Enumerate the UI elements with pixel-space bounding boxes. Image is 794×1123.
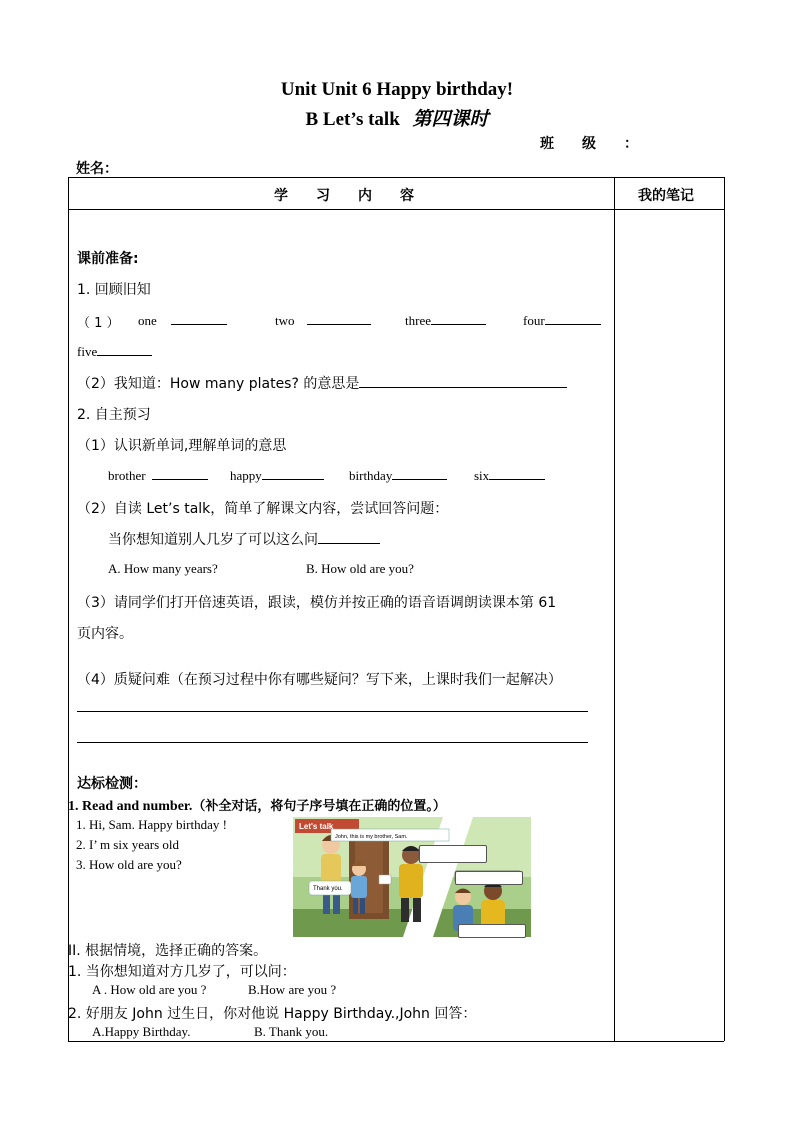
part1-cn: （补全对话，将句子序号填在正确的位置。） [192,799,446,814]
review-heading: 1. 回顾旧知 [77,282,151,298]
answer-blank[interactable] [392,467,447,480]
part2-heading: II. 根据情境，选择正确的答案。 [68,943,268,959]
answer-blank[interactable] [171,312,227,325]
scene-bubble-left: Thank you. [313,886,343,892]
answer-blank[interactable] [431,312,486,325]
write-line[interactable] [77,742,588,743]
answer-box-1[interactable] [419,845,487,863]
doc-title: Unit Unit 6 Happy birthday! [280,79,514,100]
question-1: 1. 当你想知道对方几岁了，可以问： [68,964,296,980]
part1-item-2: 2. I’ m six years old [76,837,180,852]
part1-item-1: 1. Hi, Sam. Happy birthday ! [76,817,227,832]
preview-q1: （1）认识新单词,理解单词的意思 [77,438,287,454]
word-four: four [523,312,601,329]
preview-q3-line1: （3）请同学们打开倍速英语，跟读，模仿并按正确的语音语调朗读课本第 61 [77,595,557,611]
name-label: 姓名： [76,161,118,177]
part1-en: 1. Read and number. [68,799,193,814]
answer-blank[interactable] [545,312,601,325]
doc-subtitle [0,104,794,131]
question-2: 2. 好朋友 John 过生日，你对他说 Happy Birthday.,John 回答： [68,1006,477,1022]
preview-q2-option-b[interactable]: B. How old are you? [306,561,414,576]
answer-blank[interactable] [489,467,545,480]
class-label: 班 级 ： [540,136,638,152]
answer-blank[interactable] [262,467,324,480]
answer-blank[interactable] [318,531,380,544]
part1-item-3: 3. How old are you? [76,857,182,872]
question-1-option-a[interactable]: A . How old are you ? [92,982,207,997]
word-birthday: birthday [349,467,447,484]
scene-bubble-top: John, this is my brother, Sam. [335,834,408,840]
preview-q2-sub: 当你想知道别人几岁了可以这么问 [108,529,380,549]
review-words-row [77,312,120,331]
answer-blank[interactable] [307,312,371,325]
scene-title: Let's talk [299,822,334,831]
word-six: six [474,467,545,484]
word-two: two [275,312,371,329]
review-q2: （2）我知道：How many plates? 的意思是 [77,373,567,393]
word-brother: brother [108,467,208,484]
word-one: one [138,312,227,329]
answer-box-2[interactable] [455,871,523,885]
word-happy: happy [230,467,324,484]
answer-box-3[interactable] [458,924,526,938]
part1-heading [68,795,446,815]
question-2-option-a[interactable]: A.Happy Birthday. [92,1024,191,1039]
col-header-content: 学 习 内 容 [274,188,414,204]
preview-q3-line2: 页内容。 [77,626,133,642]
col-header-notes: 我的笔记 [638,188,694,204]
test-heading: 达标检测： [77,776,147,792]
preview-q4: （4）质疑问难（在预习过程中你有哪些疑问？写下来，上课时我们一起解决） [77,672,562,688]
word-five: five [77,343,152,360]
answer-blank[interactable] [359,375,567,388]
word-three: three [405,312,486,329]
question-1-option-b[interactable]: B.How are you ? [248,982,337,997]
preview-q2: （2）自读 Let’s talk，简单了解课文内容，尝试回答问题： [77,501,449,517]
preview-heading: 2. 自主预习 [77,407,151,423]
answer-blank[interactable] [152,467,208,480]
review-q1-label: （ 1 ） [77,316,120,331]
question-2-option-b[interactable]: B. Thank you. [254,1024,329,1039]
preview-q2-option-a[interactable]: A. How many years? [108,561,218,576]
subtitle-cn: 第四课时 [412,108,489,130]
answer-blank[interactable] [97,343,152,356]
prep-heading: 课前准备: [77,251,139,267]
subtitle-en: B Let’s talk [305,109,400,130]
write-line[interactable] [77,711,588,712]
